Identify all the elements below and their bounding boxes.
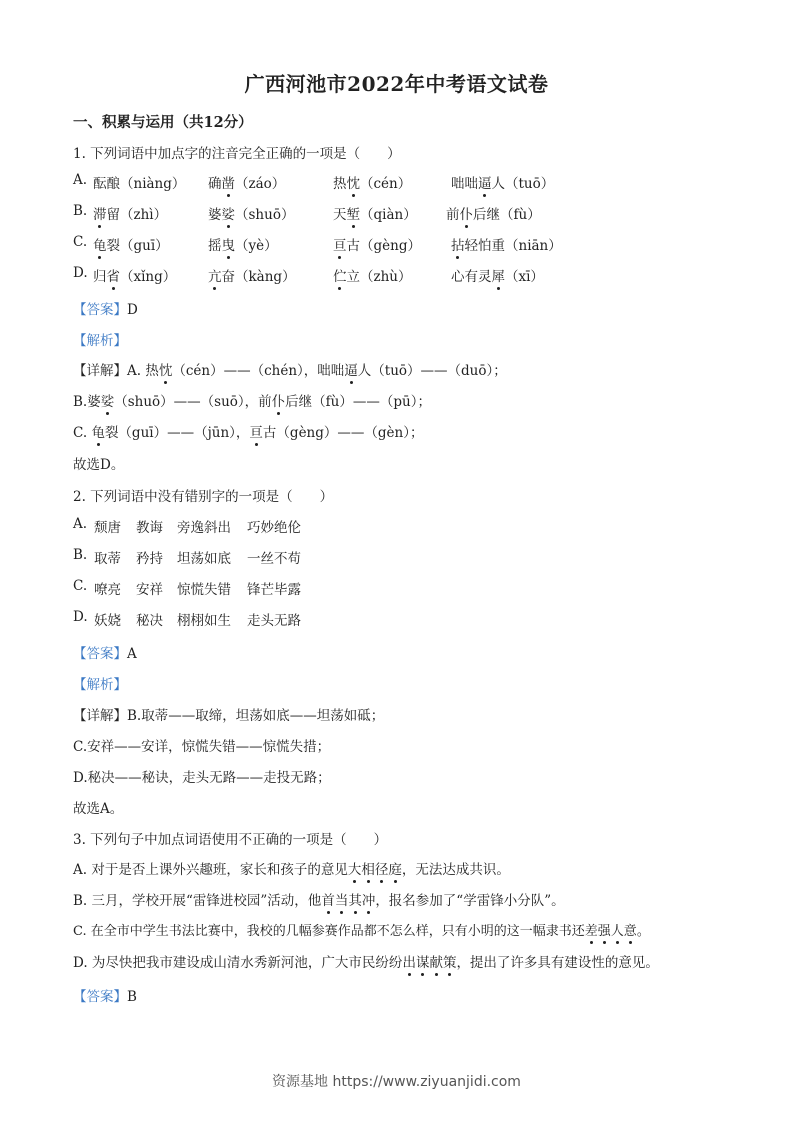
q1-a-word2: 确凿（záo）	[208, 172, 285, 192]
q2-c-word2: 安祥	[136, 582, 163, 598]
q1-a-label: A.	[73, 172, 88, 188]
q2-a-word4: 巧妙绝伦	[247, 520, 301, 536]
q1-a-word1: 酝酿（niàng）	[93, 176, 186, 192]
q1-b-label: B.	[73, 203, 88, 219]
q1-d-word1: 归省（xǐng）	[93, 265, 176, 285]
section-heading: 一、积累与运用（共12分）	[73, 114, 253, 131]
q1-detail-3: C. 龟裂（guī）——（jūn），亘古（gèng）——（gèn）；	[73, 421, 423, 441]
q1-a-word4: 咄咄逼人（tuō）	[451, 172, 554, 192]
q2-a-word3: 旁逸斜出	[177, 520, 231, 536]
q2-b-word2: 矜持	[136, 551, 163, 567]
q1-c-label: C.	[73, 234, 88, 250]
q1-detail-1: 【详解】A. 热忱（cén）——（chén），咄咄逼人（tuō）——（duō）；	[73, 359, 507, 379]
q2-d-label: D.	[73, 609, 88, 625]
q1-b-word3: 天堑（qiàn）	[333, 203, 417, 223]
q1-conclusion: 故选D。	[73, 457, 125, 473]
q1-b-word1: 滞留（zhì）	[93, 203, 167, 223]
q2-detail-1: 【详解】B.取蒂——取缔，坦荡如底——坦荡如砥；	[73, 708, 385, 724]
q1-d-word3: 伫立（zhù）	[333, 265, 412, 285]
question-3-stem: 3. 下列句子中加点词语使用不正确的一项是（ ）	[73, 832, 388, 848]
q1-d-word2: 亢奋（kàng）	[208, 265, 296, 285]
q1-detail-2: B.婆娑（shuō）——（suō），前仆后继（fù）——（pū）；	[73, 390, 431, 410]
q2-d-word4: 走头无路	[247, 613, 301, 629]
q1-b-word4: 前仆后继（fù）	[446, 203, 541, 223]
q2-b-word4: 一丝不苟	[247, 551, 301, 567]
q1-c-word1: 龟裂（guī）	[93, 234, 169, 254]
q2-d-word2: 秘决	[136, 613, 163, 629]
q1-d-word4: 心有灵犀（xī）	[451, 265, 544, 285]
q1-d-label: D.	[73, 265, 88, 281]
q2-c-label: C.	[73, 578, 88, 594]
footer-watermark: 资源基地 https://www.ziyuanjidi.com	[272, 1074, 521, 1090]
q2-analysis-tag: 【解析】	[73, 677, 127, 693]
q3-answer: 【答案】B	[73, 989, 137, 1005]
q2-c-word3: 惊慌失错	[177, 582, 231, 598]
q1-c-word3: 亘古（gèng）	[333, 234, 421, 254]
q2-b-word1: 取蒂	[94, 551, 121, 567]
q2-answer: 【答案】A	[73, 646, 137, 662]
q1-c-word2: 摇曳（yè）	[208, 234, 278, 254]
q3-option-b: B. 三月，学校开展“雷锋进校园”活动，他首当其冲，报名参加了“学雷锋小分队”。	[73, 889, 565, 909]
q3-option-c: C. 在全市中学生书法比赛中，我校的几幅参赛作品都不怎么样，只有小明的这一幅隶书还差强人意。	[73, 920, 650, 939]
q2-d-word3: 栩栩如生	[177, 613, 231, 629]
q2-b-word3: 坦荡如底	[177, 551, 231, 567]
q2-b-label: B.	[73, 547, 88, 563]
q1-analysis-tag: 【解析】	[73, 333, 127, 349]
q2-conclusion: 故选A。	[73, 801, 124, 817]
q1-b-word2: 婆娑（shuō）	[208, 203, 294, 223]
q1-a-word3: 热忱（cén）	[333, 172, 411, 192]
question-2-stem: 2. 下列词语中没有错别字的一项是（ ）	[73, 489, 334, 505]
q2-c-word1: 嘹亮	[94, 582, 121, 598]
q3-option-d: D. 为尽快把我市建设成山清水秀新河池，广大市民纷纷出谋献策，提出了许多具有建设性的意见。	[73, 951, 659, 971]
q2-a-word2: 教诲	[136, 520, 163, 536]
q3-option-a: A. 对于是否上课外兴趣班，家长和孩子的意见大相径庭，无法达成共识。	[73, 858, 510, 878]
q1-answer: 【答案】D	[73, 302, 138, 318]
q2-detail-2: C.安祥——安详，惊慌失错——惊慌失措；	[73, 739, 331, 755]
q2-d-word1: 妖娆	[94, 613, 121, 629]
page-title: 广西河池市2022年中考语文试卷	[244, 72, 549, 96]
q1-c-word4: 拈轻怕重（niān）	[451, 234, 562, 254]
q2-a-label: A.	[73, 516, 88, 532]
q2-a-word1: 颓唐	[94, 520, 121, 536]
q2-c-word4: 锋芒毕露	[247, 582, 301, 598]
q2-detail-3: D.秘决——秘诀，走头无路——走投无路；	[73, 770, 331, 786]
question-1-stem: 1. 下列词语中加点字的注音完全正确的一项是（ ）	[73, 146, 401, 162]
